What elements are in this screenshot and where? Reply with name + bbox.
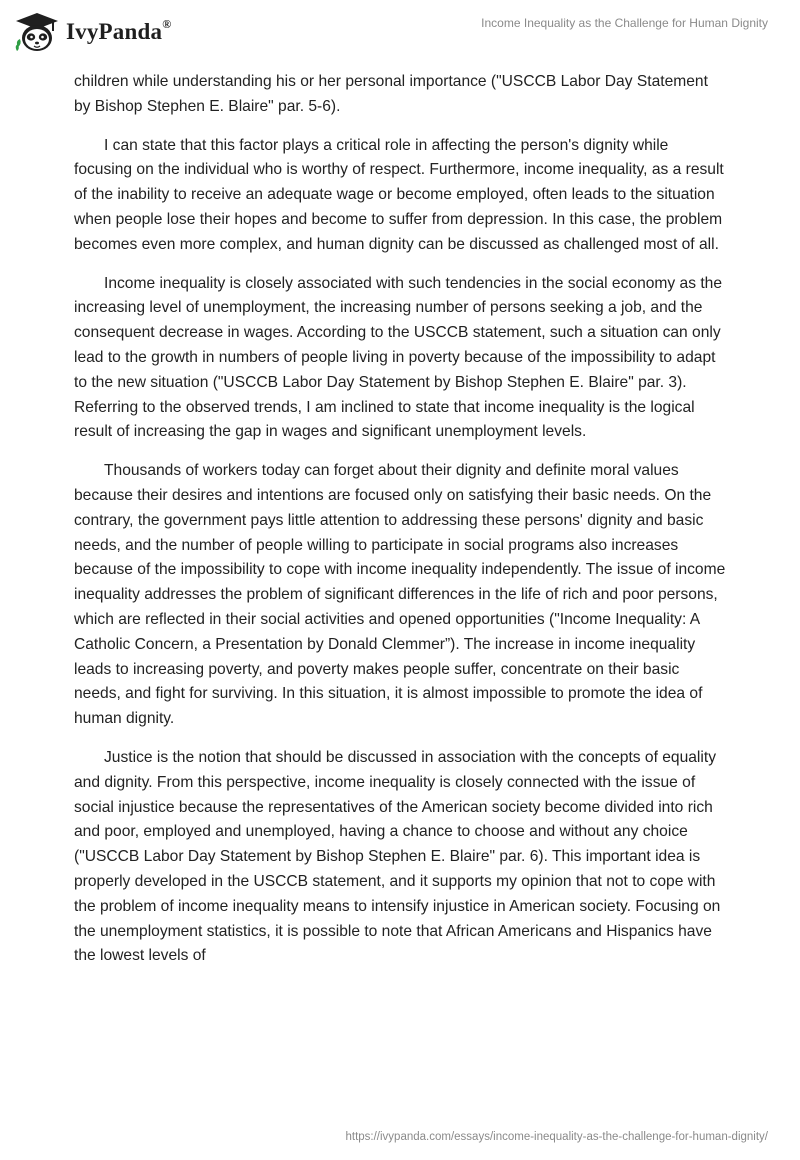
source-url[interactable]: https://ivypanda.com/essays/income-inequality-as-the-challenge-for-human-dignity/	[345, 1131, 768, 1143]
paragraph: Thousands of workers today can forget about their dignity and definite moral values because their desires and intentions are focused only on satisfying their basic needs. On the contrary, the government pays little attention to addressing these persons' dignity and basic needs, and the number of people willing to participate in social programs also increases because of the impossibility to cope with income inequality independently. The issue of income inequality addresses the problem of significant differences in the life of rich and poor persons, which are reflected in their social activities and opened opportunities ("Income Inequality: A Catholic Concern, a Presentation by Donald Clemmer”). The increase in income inequality leads to increasing poverty, and poverty makes people suffer, concentrate on their basic needs, and fight for surviving. In this situation, it is almost impossible to promote the idea of human dignity.	[74, 462, 726, 728]
page-header	[0, 0, 800, 64]
brand-name: IvyPanda®	[66, 17, 172, 44]
paragraph: children while understanding his or her personal importance ("USCCB Labor Day Statement by Bishop Stephen E. Blaire" par. 5-6).	[74, 73, 708, 115]
document-title: Income Inequality as the Challenge for Human Dignity	[481, 16, 768, 30]
paragraph: I can state that this factor plays a critical role in affecting the person's dignity while focusing on the individual who is worthy of respect. Furthermore, income inequality, as a result of the inability to receive an adequate wage or become employed, often leads to the situation when people lose their hopes and become to suffer from depression. In this case, the problem becomes even more complex, and human dignity can be discussed as challenged most of all.	[74, 136, 724, 253]
essay-body	[74, 70, 726, 983]
paragraph: Income inequality is closely associated with such tendencies in the social economy as the increasing level of unemployment, the increasing number of persons seeking a job, and the consequent decrease in wages. According to the USCCB statement, such a situation can only lead to the growth in numbers of people living in poverty because of the impossibility to adapt to the new situation ("USCCB Labor Day Statement by Bishop Stephen E. Blaire" par. 3). Referring to the observed trends, I am inclined to state that income inequality is the logical result of increasing the gap in wages and significant unemployment levels.	[74, 274, 723, 441]
paragraph: Justice is the notion that should be discussed in association with the concepts of equality and dignity. From this perspective, income inequality is closely connected with the issue of social injustice because the representatives of the American society become divided into rich and poor, employed and unemployed, having a chance to choose and without any choice ("USCCB Labor Day Statement by Bishop Stephen E. Blaire" par. 6). This important idea is properly developed in the USCCB statement, and it supports my opinion that not to cope with the problem of income inequality means to intensify injustice in American society. Focusing on the unemployment statistics, it is possible to note that African Americans and Hispanics have the lowest levels of	[74, 748, 721, 965]
panda-graduate-icon	[14, 11, 60, 53]
ivypanda-logo[interactable]	[14, 10, 171, 54]
